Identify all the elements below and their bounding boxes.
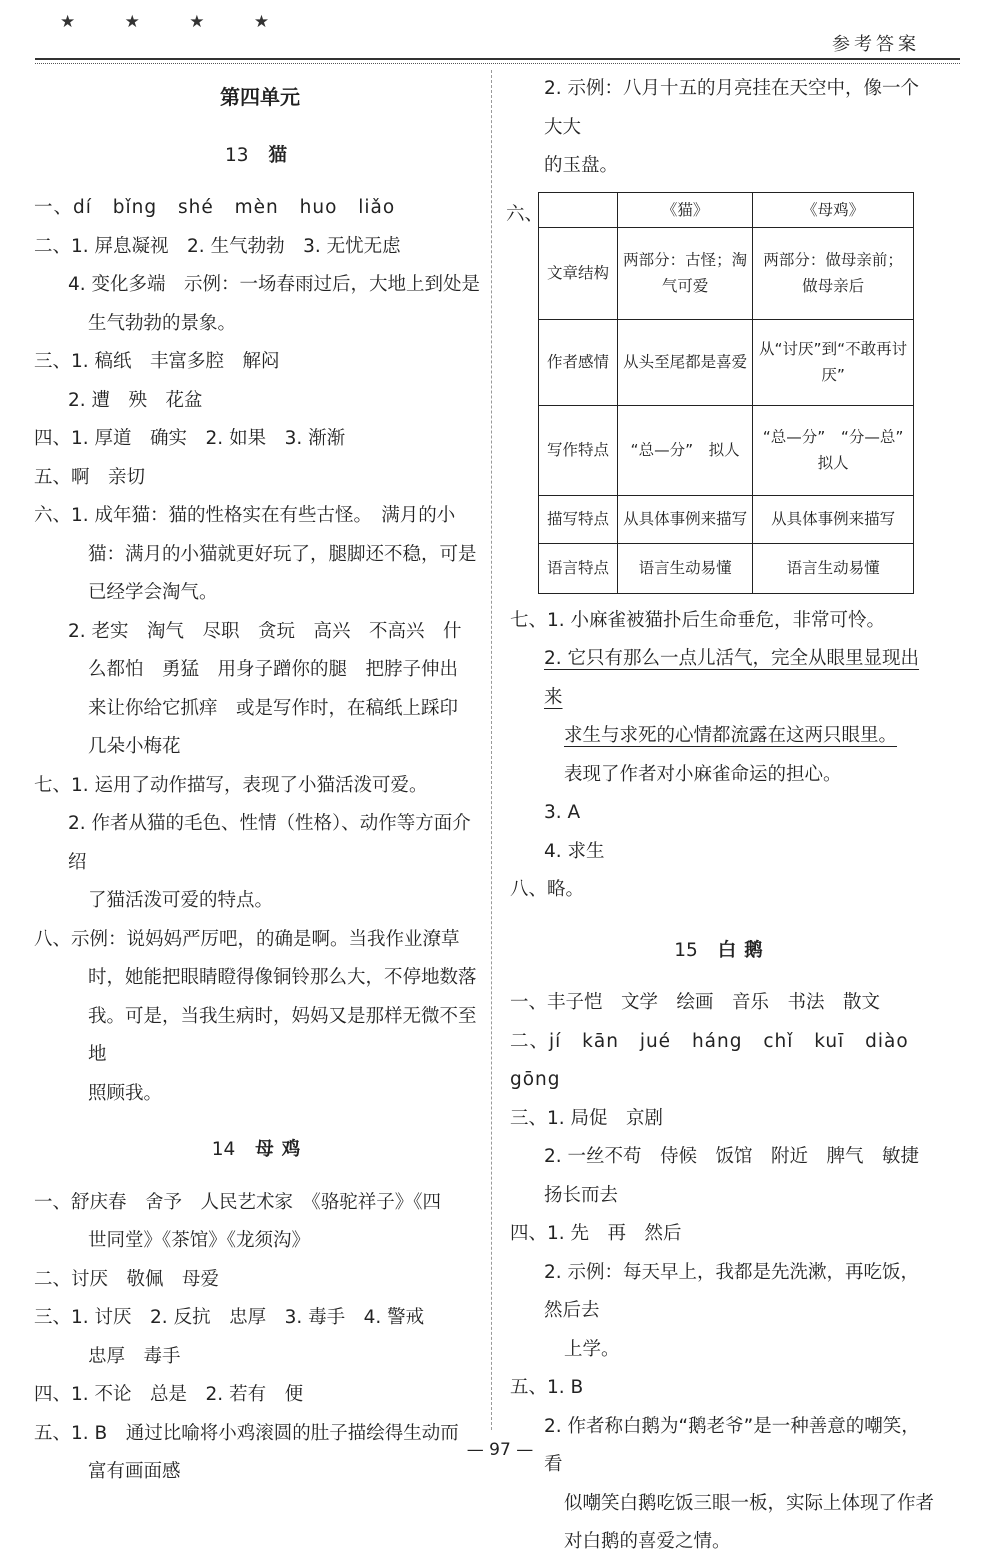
table-cell: 语言生动易懂 <box>618 543 753 593</box>
answer-line: 七、1. 小麻雀被猫扑后生命垂危，非常可怜。 <box>510 609 886 631</box>
table-cell: 两部分：古怪；淘气可爱 <box>618 227 753 319</box>
unit-title: 第四单元 <box>220 85 300 109</box>
table-row <box>539 405 914 495</box>
lesson-name: 母鸡 <box>255 1139 309 1160</box>
answer-line: 八、略。 <box>510 879 585 900</box>
answer-line: 4. 变化多端 示例：一场春雨过后，大地上到处是 <box>68 274 481 295</box>
lesson-number: 15 <box>674 939 698 961</box>
table-cell: 语言生动易懂 <box>753 543 914 593</box>
answer-line: 3. A <box>544 802 581 823</box>
answer-line: 似嘲笑白鹅吃饭三眼一板，实际上体现了作者 <box>564 1492 935 1514</box>
table-cell <box>539 192 618 227</box>
answer-line: 了猫活泼可爱的特点。 <box>88 890 274 911</box>
header-rule-dotted <box>35 63 960 64</box>
answer-line: 照顾我。 <box>88 1082 163 1104</box>
table-cell: 写作特点 <box>539 405 618 495</box>
answer-line-underlined: 2. 它只有那么一点儿活气，完全从眼里显现出来 <box>544 648 920 708</box>
table-header-row <box>539 192 914 227</box>
answer-line: 五、1. B <box>510 1377 584 1398</box>
table-label: 六、 <box>506 203 544 225</box>
answer-line: 二、讨厌 敬佩 母爱 <box>34 1268 220 1290</box>
table-row <box>539 495 914 543</box>
answer-line: 表现了作者对小麻雀命运的担心。 <box>564 763 842 785</box>
answer-line: 2. 示例：八月十五的月亮挂在天空中，像一个大大 <box>544 78 920 138</box>
answer-line: 二、1. 屏息凝视 2. 生气勃勃 3. 无忧无虑 <box>34 235 401 257</box>
answer-line: 2. 作者从猫的毛色、性情（性格）、动作等方面介绍 <box>68 813 471 873</box>
answer-line: 一、dí bǐng shé mèn huo liǎo <box>34 197 396 218</box>
answer-line: 生气勃勃的景象。 <box>88 312 237 334</box>
answer-line: 时，她能把眼睛瞪得像铜铃那么大，不停地数落 <box>88 967 477 988</box>
lesson-name: 猫 <box>268 144 296 166</box>
table-row <box>539 227 914 319</box>
answer-line: 七、1. 运用了动作描写，表现了小猫活泼可爱。 <box>34 774 428 796</box>
page-number: — 97 — <box>466 1440 534 1460</box>
answer-line: 一、舒庆春 舍予 人民艺术家 《骆驼祥子》《四 <box>34 1191 442 1213</box>
right-column <box>506 70 935 1562</box>
table-cell: 从具体事例来描写 <box>618 495 753 543</box>
answer-line: 一、丰子恺 文学 绘画 音乐 书法 散文 <box>510 992 881 1013</box>
table-cell: 《母鸡》 <box>753 192 914 227</box>
answer-line: 的玉盘。 <box>544 155 619 176</box>
answer-line: 2. 遭 殃 花盆 <box>68 389 203 411</box>
lesson-name: 白鹅 <box>717 939 771 961</box>
answer-line: 富有画面感 <box>88 1461 181 1482</box>
answer-line: 三、1. 讨厌 2. 反抗 忠厚 3. 毒手 4. 警戒 <box>34 1307 425 1328</box>
table-cell: 《猫》 <box>618 192 753 227</box>
answer-line: 六、1. 成年猫：猫的性格实在有些古怪。 满月的小 <box>34 505 456 526</box>
lesson-14-title <box>34 1131 486 1170</box>
lesson-number: 13 <box>224 144 249 166</box>
answer-line: 世同堂》《茶馆》《龙须沟》 <box>88 1230 311 1251</box>
answer-line: 八、示例：说妈妈严厉吧，的确是啊。当我作业潦草 <box>34 928 460 950</box>
answer-line: 五、1. B 通过比喻将小鸡滚圆的肚子描绘得生动而 <box>34 1422 459 1444</box>
lesson-15-title <box>510 932 935 971</box>
table-cell: 从具体事例来描写 <box>753 495 914 543</box>
table-row <box>539 543 914 593</box>
table-cell: 从头至尾都是喜爱 <box>618 319 753 405</box>
answer-line: 4. 求生 <box>544 840 605 862</box>
answer-line: 四、1. 厚道 确实 2. 如果 3. 渐渐 <box>34 428 346 449</box>
answer-line: 忠厚 毒手 <box>88 1345 181 1367</box>
table-cell: 语言特点 <box>539 543 618 593</box>
answer-line: 四、1. 不论 总是 2. 若有 便 <box>34 1384 304 1405</box>
answer-line: 2. 作者称白鹅为“鹅老爷”是一种善意的嘲笑，看 <box>544 1415 920 1475</box>
answer-line: 五、啊 亲切 <box>34 466 146 488</box>
lesson-13-title <box>34 137 486 176</box>
table-cell: “总—分” 拟人 <box>618 405 753 495</box>
comparison-table <box>538 192 919 594</box>
column-divider <box>491 70 492 1430</box>
answer-line: 三、1. 局促 京剧 <box>510 1107 664 1129</box>
left-column <box>34 70 486 1492</box>
table-cell: 从“讨厌”到“不敢再讨厌” <box>753 319 914 405</box>
answer-line: 四、1. 先 再 然后 <box>510 1223 682 1244</box>
answer-line: 三、1. 稿纸 丰富多腔 解闷 <box>34 351 280 372</box>
answer-line: 么都怕 勇猛 用身子蹭你的腿 把脖子伸出 <box>88 659 459 680</box>
answer-line: 我。可是，当我生病时，妈妈又是那样无微不至地 <box>88 1005 477 1065</box>
answer-line: 2. 示例：每天早上，我都是先洗漱，再吃饭，然后去 <box>544 1261 920 1321</box>
comparison-table-block <box>506 192 935 594</box>
answer-line: 二、jí kān jué háng chǐ kuī diào gōng <box>510 1030 909 1090</box>
answer-line: 上学。 <box>564 1338 620 1360</box>
answer-line: 扬长而去 <box>544 1184 619 1206</box>
answer-line-underlined: 求生与求死的心情都流露在这两只眼里。 <box>564 725 898 746</box>
header-label: 参考答案 <box>832 34 920 55</box>
header-rule <box>35 58 960 60</box>
table-cell: 文章结构 <box>539 227 618 319</box>
table-cell: 描写特点 <box>539 495 618 543</box>
answer-line: 2. 一丝不苟 侍候 饭馆 附近 脾气 敏捷 <box>544 1146 920 1167</box>
answer-line: 几朵小梅花 <box>88 736 181 757</box>
lesson-number: 14 <box>211 1139 236 1160</box>
answer-line: 来让你给它抓痒 或是写作时，在稿纸上踩印 <box>88 697 459 719</box>
answer-line: 2. 老实 淘气 尽职 贪玩 高兴 不高兴 什 <box>68 620 462 642</box>
table-cell: 作者感情 <box>539 319 618 405</box>
answer-line: 对白鹅的喜爱之情。 <box>564 1531 731 1552</box>
answer-line: 已经学会淘气。 <box>88 582 218 603</box>
header-stars-icon: ★ ★ ★ ★ <box>60 12 292 32</box>
table-cell: 两部分：做母亲前；做母亲后 <box>753 227 914 319</box>
table-cell: “总—分” “分—总” 拟人 <box>753 405 914 495</box>
answer-line: 猫：满月的小猫就更好玩了，腿脚还不稳，可是 <box>88 543 477 565</box>
table-row <box>539 319 914 405</box>
